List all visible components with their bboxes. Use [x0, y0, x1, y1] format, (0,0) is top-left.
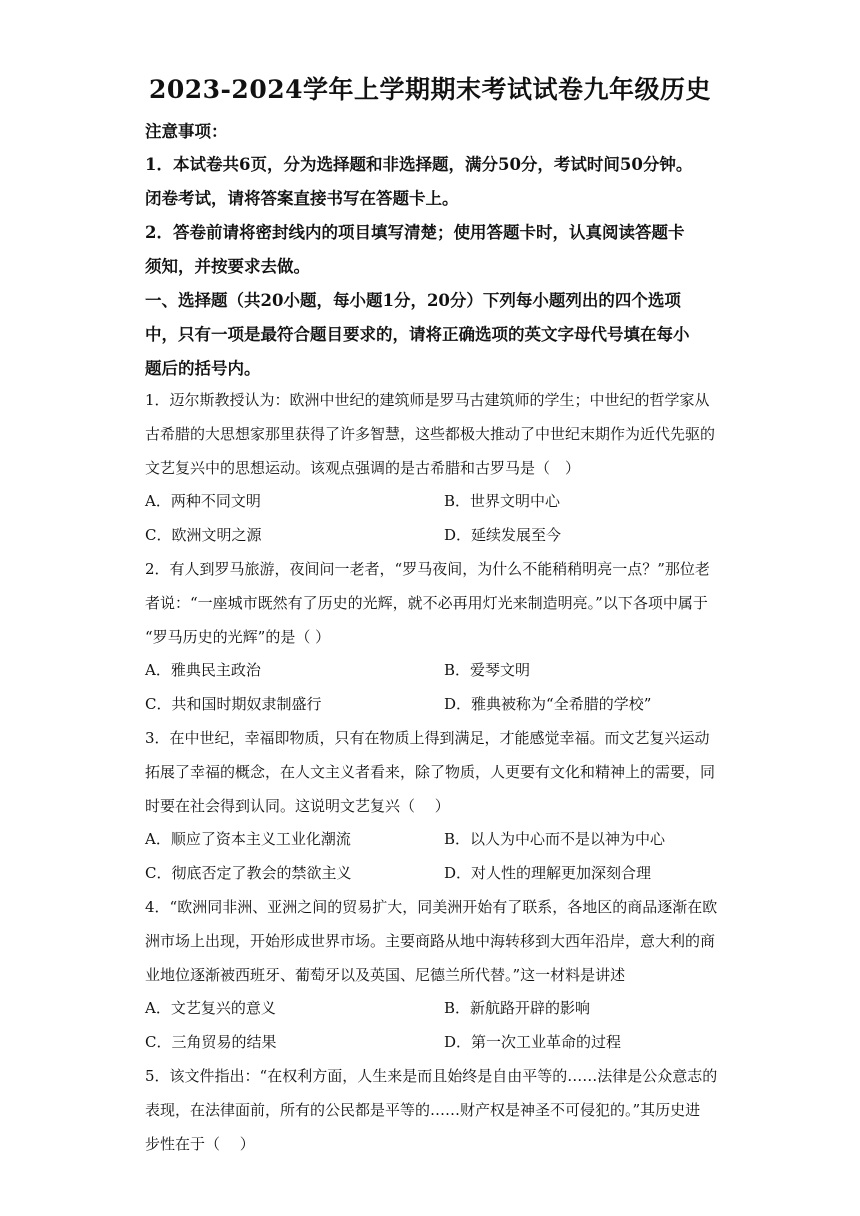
question-1-option-d: D．延续发展至今: [444, 526, 562, 544]
question-2-option-c: C．共和国时期奴隶制盛行: [145, 695, 322, 713]
question-4-option-c: C．三角贸易的结果: [145, 1033, 277, 1051]
question-3-option-d: D．对人性的理解更加深刻合理: [444, 864, 652, 882]
question-3-text-line-1: 3．在中世纪，幸福即物质，只有在物质上得到满足，才能感觉幸福。而文艺复兴运动: [145, 729, 710, 747]
exam-title: 2023-2024学年上学期期末考试试卷九年级历史: [148, 75, 712, 104]
question-3-option-a: A．顺应了资本主义工业化潮流: [145, 830, 351, 848]
question-2-text-line-3: “罗马历史的光辉”的是（ ）: [145, 628, 331, 646]
question-1-text-line-1: 1．迈尔斯教授认为：欧洲中世纪的建筑师是罗马古建筑师的学生；中世纪的哲学家从: [145, 391, 710, 409]
section-heading-line-1: 一、选择题（共20小题，每小题1分，20分）下列每小题列出的四个选项: [145, 291, 681, 310]
notice-item-2-line-2: 须知，并按要求去做。: [145, 257, 310, 276]
question-1-text-line-2: 古希腊的大思想家那里获得了许多智慧，这些都极大推动了中世纪末期作为近代先驱的: [145, 425, 716, 443]
question-2-text-line-1: 2．有人到罗马旅游，夜间问一老者，“罗马夜间，为什么不能稍稍明亮一点？”那位老: [145, 560, 710, 578]
question-4-text-line-3: 业地位逐渐被西班牙、葡萄牙以及英国、尼德兰所代替。”这一材料是讲述: [145, 966, 626, 984]
question-2-option-d: D．雅典被称为“全希腊的学校”: [444, 695, 652, 713]
question-4-option-a: A．文艺复兴的意义: [145, 999, 276, 1017]
question-3-text-line-3: 时要在社会得到认同。这说明文艺复兴（ ）: [145, 797, 450, 815]
question-4-option-b: B．新航路开辟的影响: [444, 999, 591, 1017]
question-5-text-line-1: 5．该文件指出：“在权利方面，人生来是而且始终是自由平等的……法律是公众意志的: [145, 1067, 718, 1085]
question-3-option-b: B．以人为中心而不是以神为中心: [444, 830, 666, 848]
question-2-option-a: A．雅典民主政治: [145, 661, 261, 679]
section-heading-line-3: 题后的括号内。: [145, 359, 261, 378]
notice-item-1-line-1: 1．本试卷共6页，分为选择题和非选择题，满分50分，考试时间50分钟。: [145, 155, 693, 174]
question-1-option-c: C．欧洲文明之源: [145, 526, 262, 544]
question-5-text-line-2: 表现，在法律面前，所有的公民都是平等的……财产权是神圣不可侵犯的。”其历史进: [145, 1101, 701, 1119]
question-1-option-a: A．两种不同文明: [145, 492, 261, 510]
notice-heading: 注意事项：: [145, 122, 228, 141]
question-2-option-b: B．爱琴文明: [444, 661, 531, 679]
notice-item-1-line-2: 闭卷考试，请将答案直接书写在答题卡上。: [145, 189, 459, 208]
question-4-option-d: D．第一次工业革命的过程: [444, 1033, 622, 1051]
question-1-text-line-3: 文艺复兴中的思想运动。该观点强调的是古希腊和古罗马是（ ）: [145, 459, 581, 477]
question-3-text-line-2: 拓展了幸福的概念，在人文主义者看来，除了物质，人更要有文化和精神上的需要，同: [145, 763, 716, 781]
section-heading-line-2: 中，只有一项是最符合题目要求的，请将正确选项的英文字母代号填在每小: [145, 325, 690, 344]
notice-item-2-line-1: 2．答卷前请将密封线内的项目填写清楚；使用答题卡时，认真阅读答题卡: [145, 223, 685, 242]
question-3-option-c: C．彻底否定了教会的禁欲主义: [145, 864, 352, 882]
question-4-text-line-2: 洲市场上出现，开始形成世界市场。主要商路从地中海转移到大西年沿岸，意大利的商: [145, 932, 716, 950]
question-4-text-line-1: 4．“欧洲同非洲、亚洲之间的贸易扩大，同美洲开始有了联系，各地区的商品逐渐在欧: [145, 898, 718, 916]
question-5-text-line-3: 步性在于（ ）: [145, 1135, 255, 1153]
question-2-text-line-2: 者说：“一座城市既然有了历史的光辉，就不必再用灯光来制造明亮。”以下各项中属于: [145, 594, 708, 612]
question-1-option-b: B．世界文明中心: [444, 492, 561, 510]
